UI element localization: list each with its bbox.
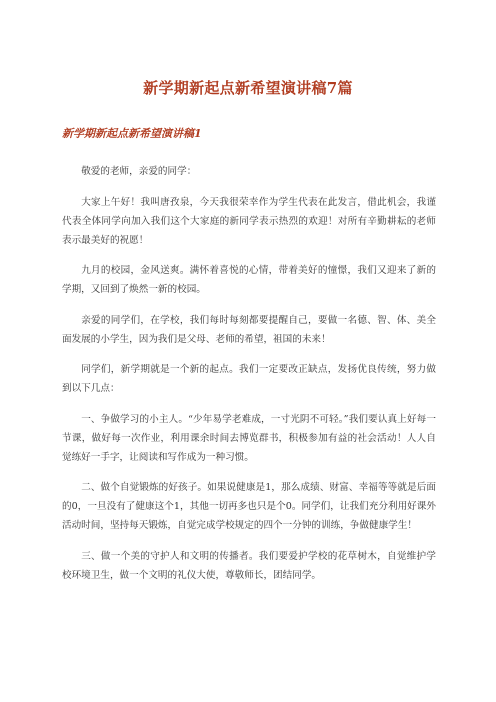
paragraph-greeting: 敬爱的老师，亲爱的同学： bbox=[81, 166, 197, 177]
paragraph-introduction: 大家上午好！我叫唐孜泉，今天我很荣幸作为学生代表在此发言，借此机会，我谨代表全体同学向加入我们这个大家庭的新同学表示热烈的欢迎！对所有辛勤耕耘的老师表示最美好的祝愿！ bbox=[62, 196, 436, 246]
paragraph-point-one: 一、争做学习的小主人。“少年易学老难成，一寸光阴不可轻。”我们要认真上好每一节课，做好每一次作业，利用课余时间去博览群书，积极参加有益的社会活动！人人自觉练好一手字，让阅读和写作成为一种习惯。 bbox=[62, 413, 436, 463]
paragraph-all-round: 亲爱的同学们，在学校，我们每时每刻都要提醒自己，要做一名德、智、体、美全面发展的小学生，因为我们是父母、老师的希望，祖国的未来！ bbox=[62, 314, 436, 345]
document-body bbox=[62, 162, 436, 596]
paragraph-point-two: 二、做个自觉锻炼的好孩子。如果说健康是1，那么成绩、财富、幸福等等就是后面的0，一旦没有了健康这个1，其他一切再多也只是个0。同学们，让我们充分利用好课外活动时间，坚持每天锻炼，自觉完成学校规定的四个一分钟的训练，争做健康学生！ bbox=[62, 482, 436, 531]
document-title: 新学期新起点新希望演讲稿7篇 bbox=[143, 79, 353, 97]
section-heading: 新学期新起点新希望演讲稿1 bbox=[62, 127, 202, 140]
paragraph-point-three: 三、做一个美的守护人和文明的传播者。我们要爱护学校的花草树木，自觉维护学校环境卫生，做一个文明的礼仪大使，尊敬师长，团结同学。 bbox=[62, 550, 436, 581]
paragraph-new-start: 同学们，新学期就是一个新的起点。我们一定要改正缺点，发扬优良传统，努力做到以下几点： bbox=[62, 364, 436, 394]
paragraph-september: 九月的校园，金风送爽。满怀着喜悦的心情，带着美好的憧憬，我们又迎来了新的学期，又回到了焕然一新的校园。 bbox=[62, 265, 436, 295]
